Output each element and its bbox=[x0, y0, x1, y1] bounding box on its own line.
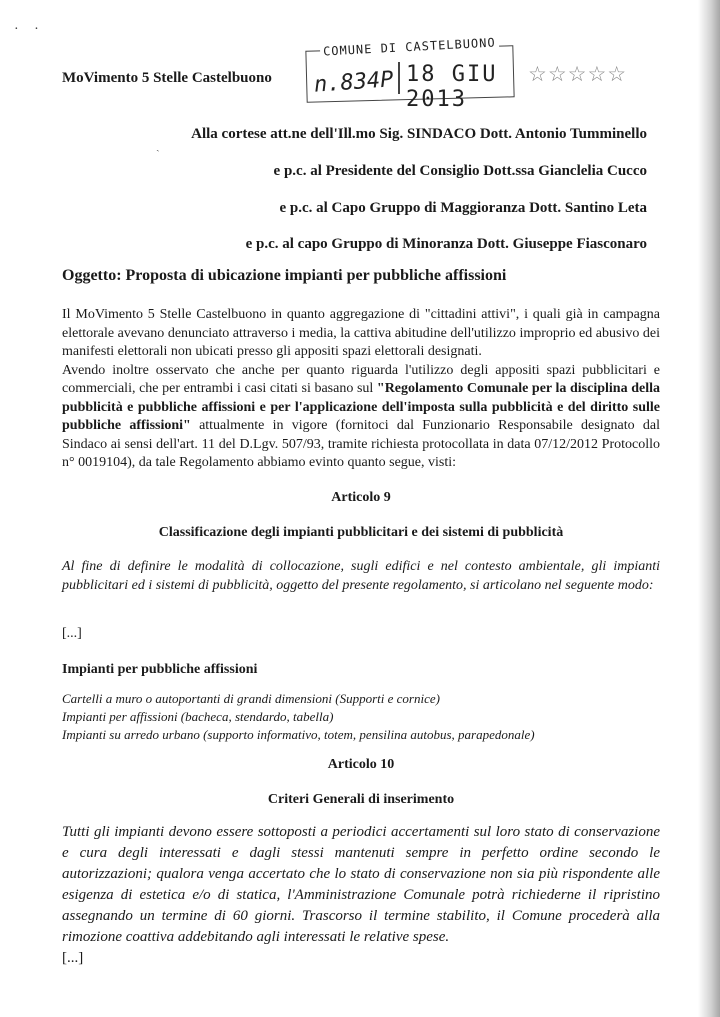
article9-subtitle: Classificazione degli impianti pubblicitari e dei sistemi di pubblicità bbox=[158, 525, 564, 540]
article10-body: Tutti gli impianti devono essere sottoposti a periodici accertamenti sul loro stato di conservazione e cura degli interessati e dagli stessi mantenuti sempre in perfetto ordine secondo le autorizzazioni; qualora venga accertato che lo stato di conservazione non sia più rispondente alle esigenza di estetica e/o di statica, l'Amministrazione Comunale potrà richiederne il ripristino assegnando un termine di 60 giorni. Trascorso il termine stabilito, il Comune procederà alla rimozione coattiva addebitando agli interessati le relative spese. bbox=[62, 824, 660, 945]
article9-items bbox=[62, 690, 535, 744]
list-item: Impianti per affissioni (bacheca, stendardo, tabella) bbox=[62, 709, 334, 724]
list-item: Impianti su arredo urbano (supporto informativo, totem, pensilina autobus, parapedonale) bbox=[62, 727, 535, 742]
article10-title: Articolo 10 bbox=[327, 757, 395, 772]
five-stars-logo: ☆☆☆☆☆ bbox=[528, 62, 628, 86]
article10-ellipsis: [...] bbox=[62, 950, 84, 966]
intro-p2-start: Avendo inoltre osservato che anche per quanto riguarda l'utilizzo degli appositi spazi pubblicitari e commerciali, che per entrambi i casi citati si basano sul bbox=[62, 362, 660, 396]
article9-ellipsis: [...] bbox=[62, 626, 82, 641]
article9-text: Al fine di definire le modalità di collocazione, sugli edifici e nel contesto ambientale, gli impianti pubblicitari ed i sistemi di pubblicità, oggetto del presente regolamento, si articolano nel seguente modo: bbox=[62, 559, 660, 593]
scan-specks: · · bbox=[14, 22, 45, 37]
protocol-stamp bbox=[306, 35, 516, 112]
stamp-divider bbox=[398, 62, 400, 94]
article10-text bbox=[62, 822, 660, 969]
intro-p1: Il MoVimento 5 Stelle Castelbuono in quanto aggregazione di "cittadini attivi", i quali già in campagna elettorale avevano denunciato attraverso i media, la cattiva abitudine dell'utilizzo improprio ed abusivo dei manifesti elettorali non ubicati presso gli appositi spazi elettorali designati. bbox=[62, 307, 660, 359]
addressee-minority-leader: e p.c. al capo Gruppo di Minoranza Dott. Giuseppe Fiasconaro bbox=[245, 236, 647, 252]
regulation-title: "Regolamento Comunale per la disciplina della pubblicità e pubbliche affissioni e per l'applicazione dell'imposta sulla pubblicità e del diritto sulle pubbliche affissioni" bbox=[62, 381, 660, 433]
intro-paragraph bbox=[62, 306, 660, 473]
list-item: Cartelli a muro o autoportanti di grandi dimensioni (Supporti e cornice) bbox=[62, 691, 440, 706]
article9-title: Articolo 9 bbox=[331, 490, 391, 505]
stamp-date: 18 GIU 2013 bbox=[406, 62, 498, 112]
subject-line: Oggetto: Proposta di ubicazione impianti per pubbliche affissioni bbox=[62, 267, 507, 284]
intro-p2-end: attualmente in vigore (fornitoci dal Funzionario Responsabile designato dal Sindaco ai sensi dell'art. 11 del D.Lgv. 507/93, tramite richiesta protocollata in data 07/12/2012 Protocollo n° 0019104), da tale Regolamento abbiamo evinto quanto segue, visti: bbox=[62, 418, 660, 470]
article9-section-heading: Impianti per pubbliche affissioni bbox=[62, 662, 258, 677]
addressee-mayor: Alla cortese att.ne dell'Ill.mo Sig. SINDACO Dott. Antonio Tumminello bbox=[191, 126, 647, 142]
scan-mark: ˎ bbox=[156, 140, 160, 152]
sender-name: MoVimento 5 Stelle Castelbuono bbox=[62, 70, 272, 86]
addressee-majority-leader: e p.c. al Capo Gruppo di Maggioranza Dott. Santino Leta bbox=[279, 200, 647, 216]
scan-shadow-edge bbox=[698, 0, 720, 1017]
stamp-office: COMUNE DI CASTELBUONO bbox=[320, 35, 499, 58]
article10-subtitle: Criteri Generali di inserimento bbox=[267, 792, 455, 807]
addressee-council-president: e p.c. al Presidente del Consiglio Dott.ssa Gianclelia Cucco bbox=[273, 163, 647, 179]
stamp-protocol-number: n.834P bbox=[313, 67, 395, 98]
